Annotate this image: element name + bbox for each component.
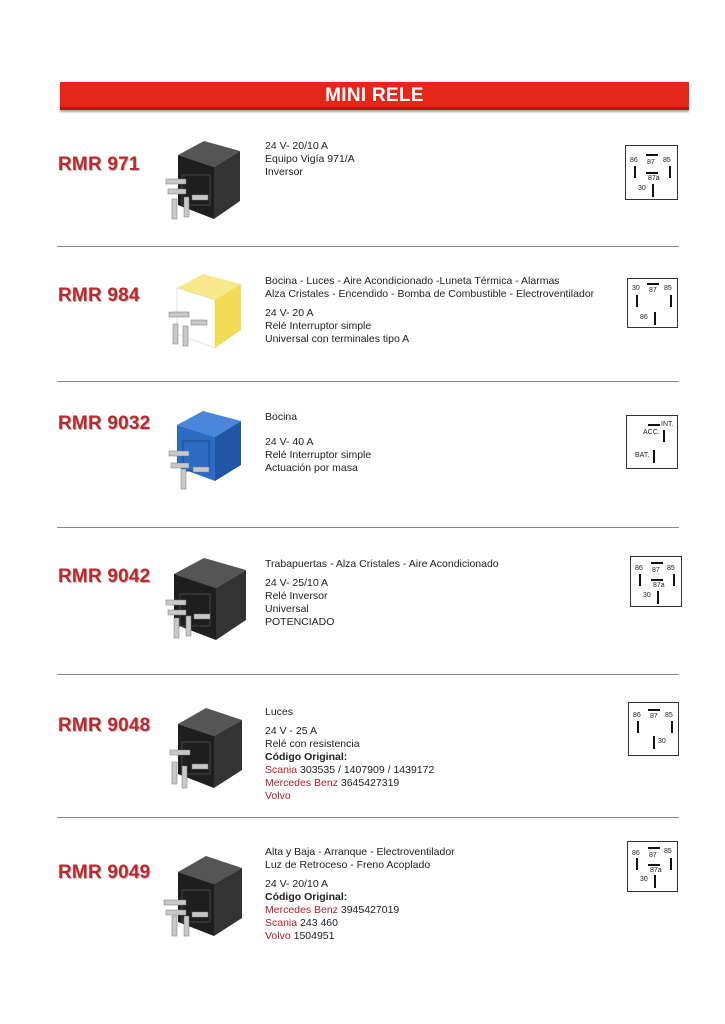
separator	[57, 246, 679, 247]
page-title-banner: MINI RELE	[60, 82, 689, 110]
terminal-diagram: 86 87 85 30	[628, 702, 679, 756]
terminal-diagram: INT. ACC. BAT.	[626, 415, 678, 469]
relay-image	[165, 268, 250, 354]
relay-image	[160, 850, 250, 945]
relay-image	[160, 702, 250, 798]
product-description: Bocina - Luces - Aire Acondicionado -Luneta Térmica - Alarmas Alza Cristales - Encendido - Bomba de Combustible - Electroventilador 24 V- 20 A Relé Interruptor simple Universal con terminales tipo A	[265, 275, 595, 345]
product-description: Trabapuertas - Alza Cristales - Aire Acondicionado 24 V- 25/10 A Relé Inversor Universal POTENCIADO	[265, 558, 499, 628]
product-code: RMR 9048	[58, 715, 151, 736]
product-description: Alta y Baja - Arranque - Electroventilador Luz de Retroceso - Freno Acoplado 24 V- 20/10 A Código Original: Mercedes Benz 3945427019 Scania 243 460 Volvo 1504951	[265, 846, 455, 942]
terminal-diagram: 30 87 85 86	[627, 278, 678, 328]
product-code: RMR 9042	[58, 566, 151, 587]
terminal-diagram: 86 87 85 87a 30	[625, 145, 678, 200]
separator	[57, 674, 679, 675]
relay-image	[165, 405, 255, 495]
terminal-diagram: 86 87 85 87a 30	[627, 841, 678, 892]
product-code: RMR 9032	[58, 413, 151, 434]
relay-image	[160, 552, 255, 647]
separator	[57, 817, 679, 818]
product-description: 24 V- 20/10 A Equipo Vigía 971/A Inversor	[265, 140, 355, 178]
product-code: RMR 971	[58, 154, 140, 175]
relay-image	[160, 135, 250, 227]
terminal-diagram: 86 87 85 87a 30	[630, 556, 682, 607]
product-description: Bocina 24 V- 40 A Relé Interruptor simple Actuación por masa	[265, 411, 372, 474]
separator	[57, 381, 679, 382]
separator	[57, 527, 679, 528]
product-description: Luces 24 V - 25 A Relé con resistencia Código Original: Scania 303535 / 1407909 / 1439172 Mercedes Benz 3645427319 Volvo	[265, 706, 435, 802]
product-code: RMR 9049	[58, 862, 151, 883]
product-code: RMR 984	[58, 285, 140, 306]
